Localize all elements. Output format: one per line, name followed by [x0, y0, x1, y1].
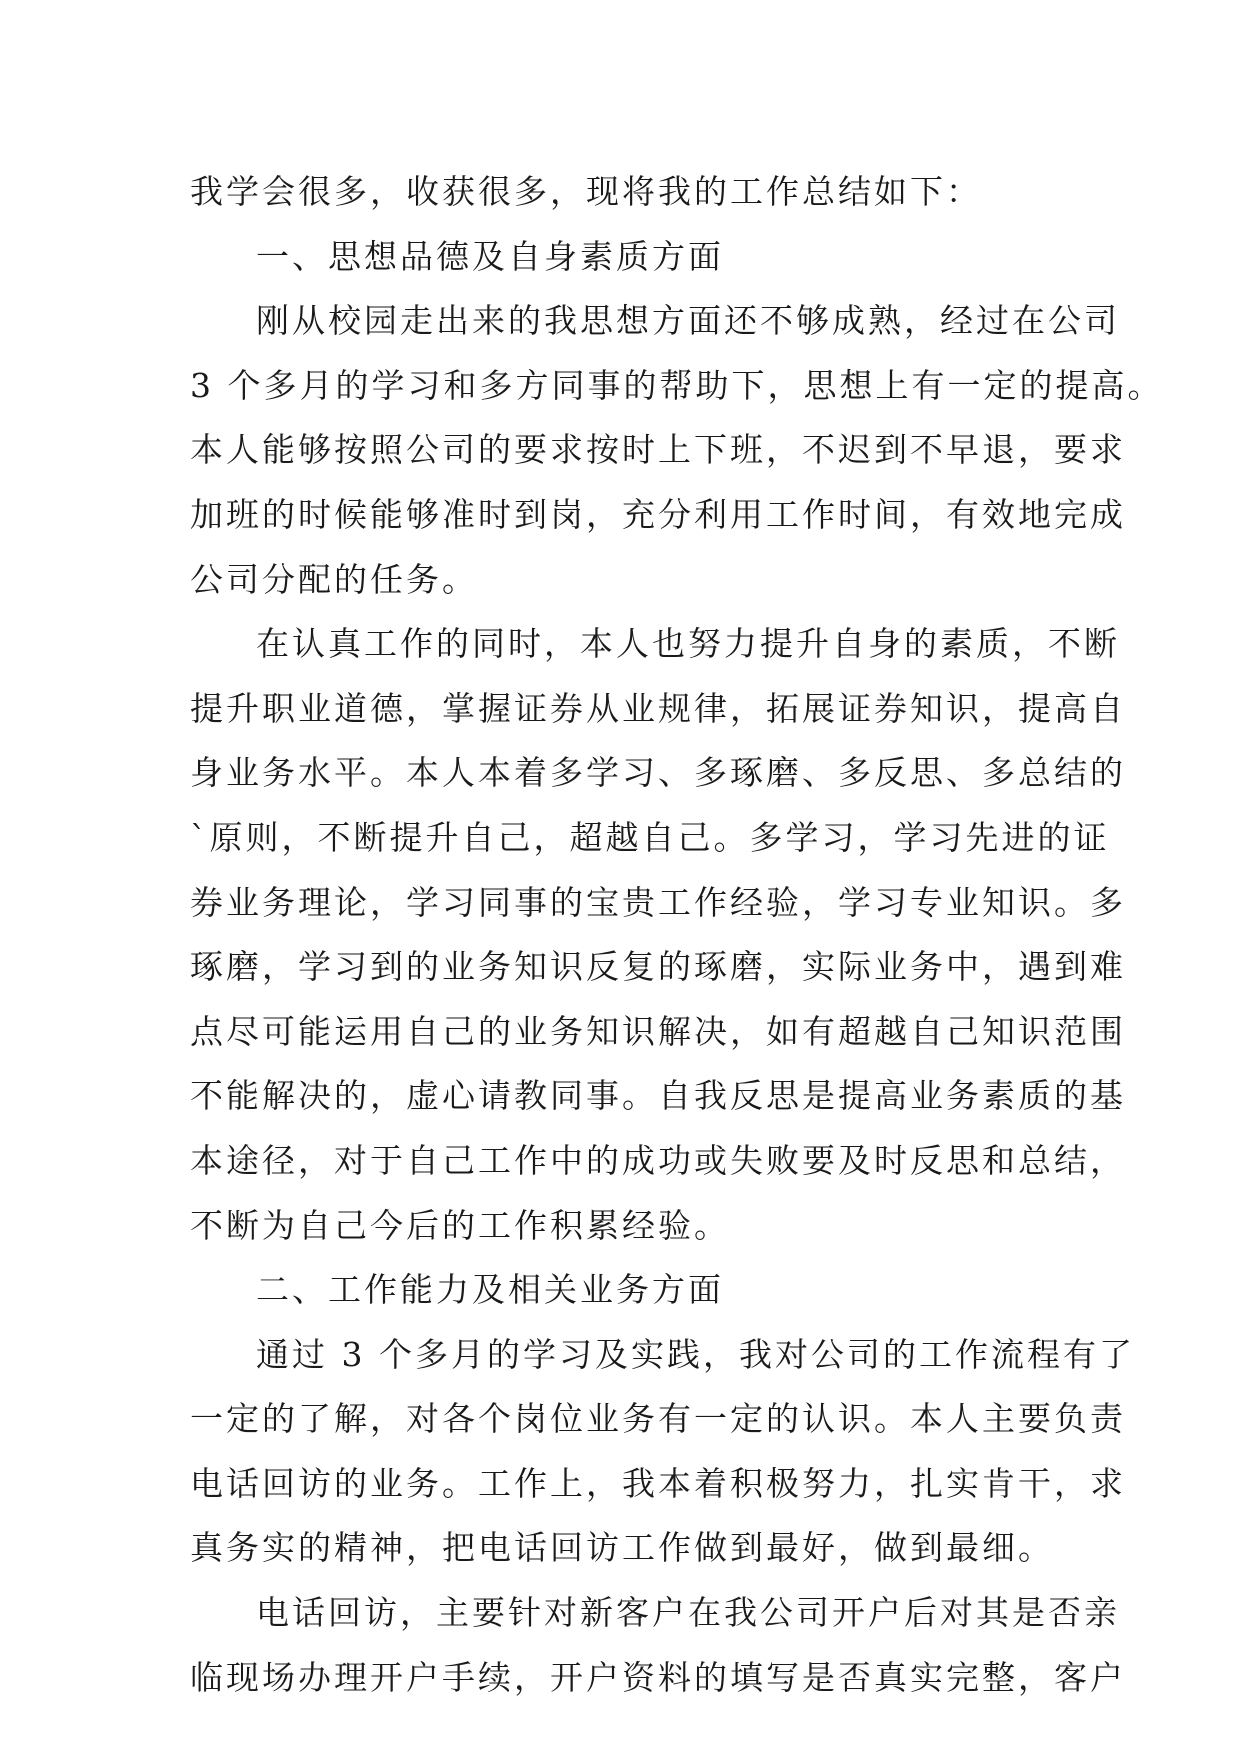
- text-line: 加班的时候能够准时到岗，充分利用工作时间，有效地完成: [190, 494, 1126, 534]
- text-line: 本途径，对于自己工作中的成功或失败要及时反思和总结，: [190, 1140, 1126, 1180]
- text-line: 琢磨，学习到的业务知识反复的琢磨，实际业务中，遇到难: [190, 947, 1126, 987]
- text-line: 点尽可能运用自己的业务知识解决，如有超越自己知识范围: [190, 1011, 1126, 1051]
- text-line: 公司分配的任务。: [190, 559, 478, 599]
- text-line: 真务实的精神，把电话回访工作做到最好，做到最细。: [190, 1528, 1054, 1568]
- text-line: 提升职业道德，掌握证券从业规律，拓展证券知识，提高自: [190, 688, 1126, 728]
- text-line: 本人能够按照公司的要求按时上下班，不迟到不早退，要求: [190, 430, 1126, 470]
- text-line: 券业务理论，学习同事的宝贵工作经验，学习专业知识。多: [190, 882, 1126, 922]
- text-line: `原则，不断提升自己，超越自己。多学习，学习先进的证: [190, 817, 1110, 857]
- text-line: 我学会很多，收获很多，现将我的工作总结如下：: [190, 172, 982, 211]
- text-line: 3 个多月的学习和多方同事的帮助下，思想上有一定的提高。: [190, 365, 1164, 405]
- text-line: 身业务水平。本人本着多学习、多琢磨、多反思、多总结的: [190, 753, 1126, 793]
- document-body: [190, 160, 1164, 1710]
- section-heading: 二、工作能力及相关业务方面: [256, 1270, 724, 1310]
- text-line: 不断为自己今后的工作积累经验。: [190, 1205, 730, 1245]
- text-line: 不能解决的，虚心请教同事。自我反思是提高业务素质的基: [190, 1076, 1126, 1116]
- text-line: 刚从校园走出来的我思想方面还不够成熟，经过在公司: [256, 301, 1120, 341]
- section-heading: 一、思想品德及自身素质方面: [256, 236, 724, 276]
- text-line: 通过 3 个多月的学习及实践，我对公司的工作流程有了: [256, 1334, 1135, 1374]
- text-line: 临现场办理开户手续，开户资料的填写是否真实完整，客户: [190, 1657, 1126, 1697]
- text-line: 一定的了解，对各个岗位业务有一定的认识。本人主要负责: [190, 1399, 1126, 1439]
- text-line: 在认真工作的同时，本人也努力提升自身的素质，不断: [256, 624, 1120, 664]
- text-line: 电话回访，主要针对新客户在我公司开户后对其是否亲: [256, 1593, 1120, 1633]
- text-line: 电话回访的业务。工作上，我本着积极努力，扎实肯干，求: [190, 1463, 1126, 1503]
